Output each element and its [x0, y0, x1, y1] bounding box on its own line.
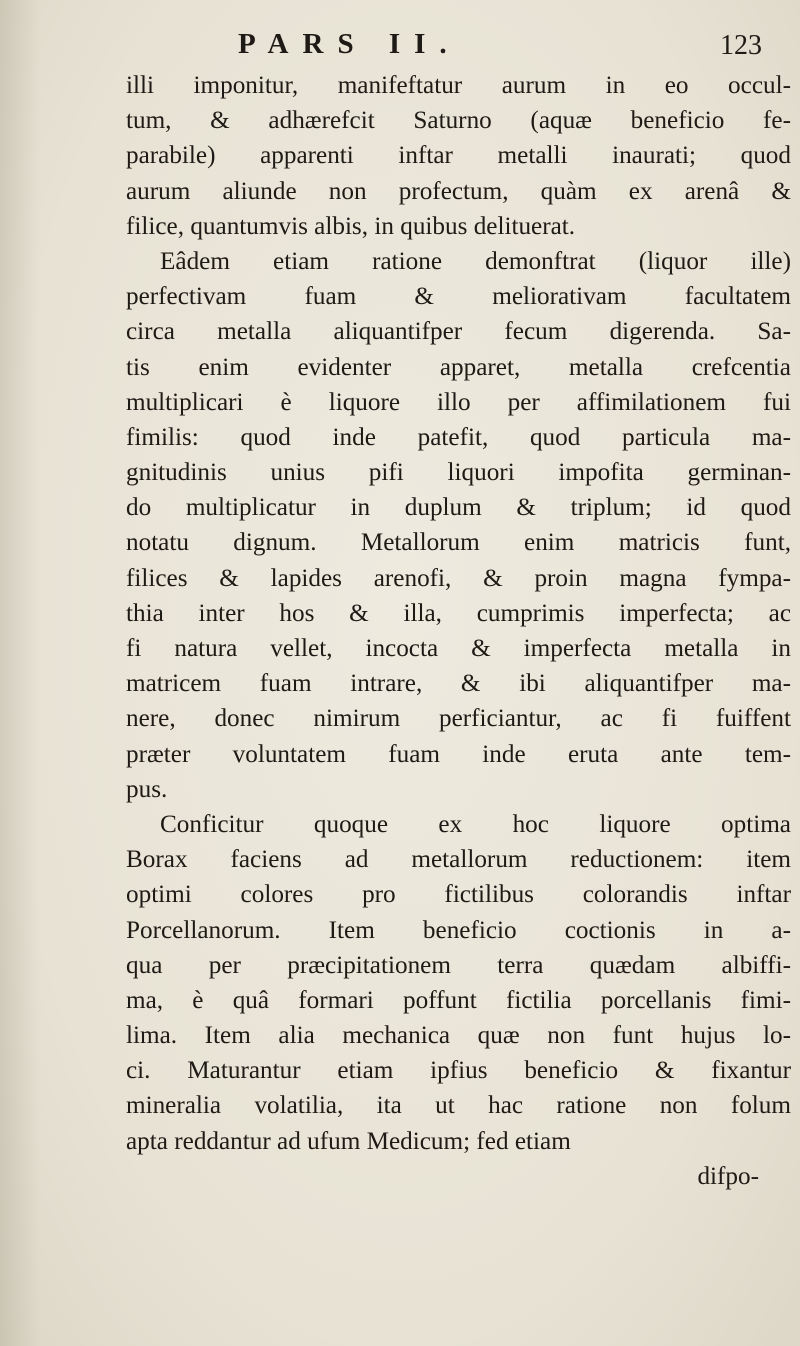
paragraph — [126, 807, 791, 1159]
text-line: aurum aliunde non profectum, quàm ex arenâ & — [126, 177, 791, 205]
text-line: do multiplicatur in duplum & triplum; id quod — [126, 494, 791, 522]
body-text — [126, 68, 791, 1194]
running-title: PARS II. — [238, 28, 461, 60]
text-line: pus. — [126, 775, 168, 803]
text-line: matricem fuam intrare, & ibi aliquantifper ma- — [126, 670, 791, 698]
text-line: Conficitur quoque ex hoc liquore optima — [160, 810, 791, 838]
spine-shadow — [0, 0, 40, 1346]
text-line: fi natura vellet, incocta & imperfecta metalla in — [126, 635, 791, 662]
text-line: Eâdem etiam ratione demonftrat (liquor ille) — [160, 247, 791, 275]
text-line: mineralia volatilia, ita ut hac ratione non folum — [126, 1092, 791, 1120]
page-header — [0, 18, 800, 68]
text-line: filices & lapides arenofi, & proin magna fympa- — [126, 564, 791, 592]
text-line: ma, è quâ formari poffunt fictilia porcellanis fimi- — [126, 986, 791, 1014]
text-line: tum, & adhærefcit Saturno (aquæ beneficio fe- — [126, 107, 791, 135]
text-line: nere, donec nimirum perficiantur, ac fi fuiffent — [126, 705, 791, 733]
text-line: Borax faciens ad metallorum reductionem: item — [126, 846, 791, 874]
text-line: qua per præcipitationem terra quædam albiffi- — [126, 951, 791, 979]
text-line: præter voluntatem fuam inde eruta ante tem- — [126, 740, 791, 768]
text-line: tis enim evidenter apparet, metalla crefcentia — [126, 353, 791, 381]
text-line: gnitudinis unius pifi liquori impofita germinan- — [126, 459, 791, 487]
text-line: multiplicari è liquore illo per affimilationem fui — [126, 388, 791, 416]
text-line: perfectivam fuam & meliorativam facultatem — [126, 283, 791, 311]
text-line: ci. Maturantur etiam ipfius beneficio & fixantur — [126, 1057, 791, 1085]
text-line: parabile) apparenti inftar metalli inaurati; quod — [126, 142, 791, 170]
page-number: 123 — [720, 30, 762, 61]
text-line: apta reddantur ad ufum Medicum; fed etiam — [126, 1127, 571, 1155]
text-line: lima. Item alia mechanica quæ non funt hujus lo- — [126, 1022, 791, 1050]
paragraph — [126, 244, 791, 807]
text-line: optimi colores pro fictilibus colorandis inftar — [126, 881, 791, 909]
text-line: thia inter hos & illa, cumprimis imperfecta; ac — [126, 599, 791, 627]
text-line: filice, quantumvis albis, in quibus delituerat. — [126, 212, 576, 240]
paragraph — [126, 68, 791, 244]
text-line: Porcellanorum. Item beneficio coctionis in a- — [126, 916, 791, 944]
text-line: fimilis: quod inde patefit, quod particula ma- — [126, 423, 791, 451]
text-line: illi imponitur, manifeftatur aurum in eo occul- — [126, 72, 791, 99]
text-line: notatu dignum. Metallorum enim matricis funt, — [126, 529, 791, 557]
catchword: difpo- — [697, 1162, 759, 1190]
text-line: circa metalla aliquantifper fecum digerenda. Sa- — [126, 318, 791, 346]
